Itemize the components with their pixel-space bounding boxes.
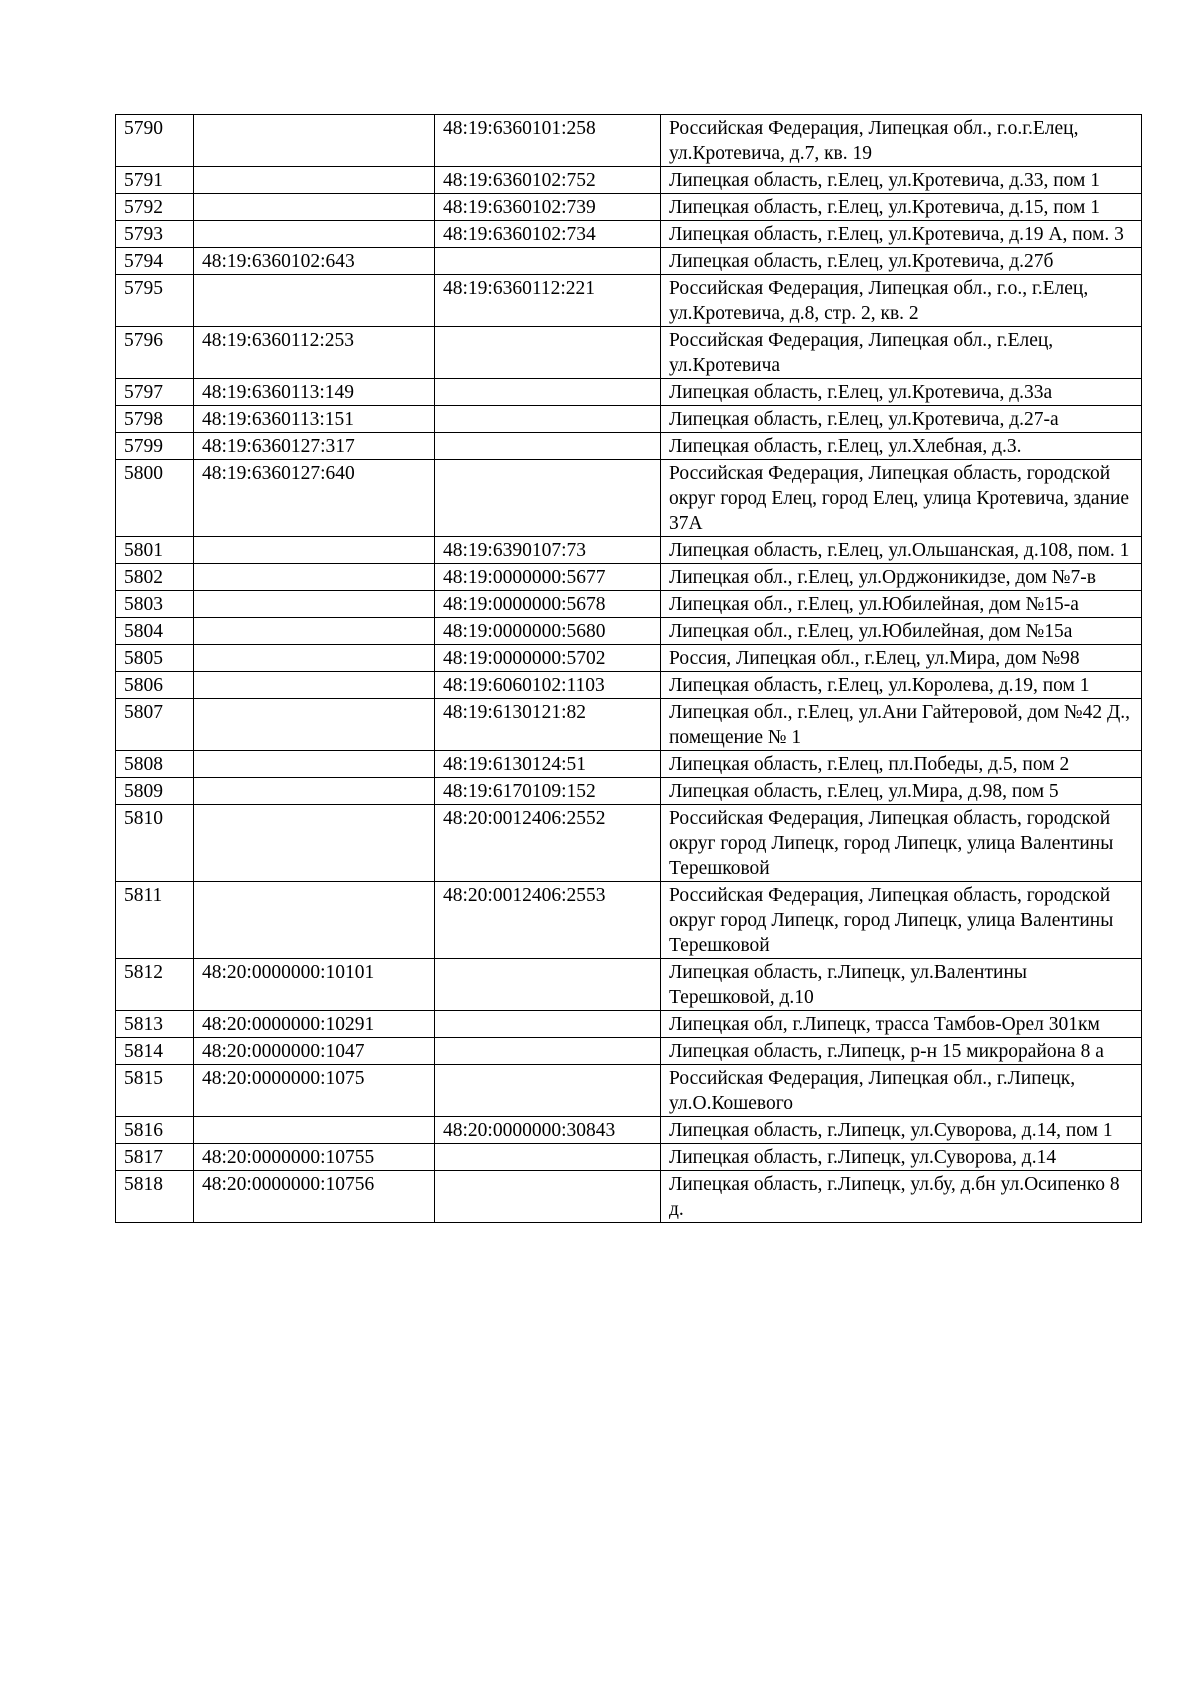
object-cadastral-number-cell: 48:19:6360102:739 (435, 194, 661, 221)
row-number-cell: 5794 (116, 248, 194, 275)
object-cadastral-number-cell: 48:19:6360102:734 (435, 221, 661, 248)
table-row (116, 327, 1142, 379)
table-row (116, 248, 1142, 275)
table-row (116, 882, 1142, 959)
address-cell: Липецкая область, г.Липецк, р-н 15 микрорайона 8 а (661, 1038, 1142, 1065)
table-row (116, 1011, 1142, 1038)
row-number-cell: 5799 (116, 433, 194, 460)
object-cadastral-number-cell: 48:19:0000000:5678 (435, 591, 661, 618)
address-cell: Липецкая обл, г.Липецк, трасса Тамбов-Орел 301км (661, 1011, 1142, 1038)
table-row (116, 805, 1142, 882)
address-cell: Липецкая область, г.Елец, ул.Королева, д.19, пом 1 (661, 672, 1142, 699)
land-cadastral-number-cell: 48:20:0000000:10101 (194, 959, 435, 1011)
address-cell: Липецкая обл., г.Елец, ул.Орджоникидзе, дом №7-в (661, 564, 1142, 591)
address-cell: Липецкая обл., г.Елец, ул.Юбилейная, дом №15а (661, 618, 1142, 645)
object-cadastral-number-cell: 48:20:0012406:2553 (435, 882, 661, 959)
object-cadastral-number-cell: 48:19:6130121:82 (435, 699, 661, 751)
row-number-cell: 5818 (116, 1171, 194, 1223)
land-cadastral-number-cell (194, 778, 435, 805)
object-cadastral-number-cell: 48:19:6360101:258 (435, 115, 661, 167)
land-cadastral-number-cell: 48:19:6360127:317 (194, 433, 435, 460)
row-number-cell: 5803 (116, 591, 194, 618)
object-cadastral-number-cell (435, 327, 661, 379)
address-cell: Липецкая обл., г.Елец, ул.Юбилейная, дом №15-а (661, 591, 1142, 618)
address-cell: Российская Федерация, Липецкая область, городской округ город Липецк, город Липецк, улица Валентины Терешковой (661, 882, 1142, 959)
row-number-cell: 5816 (116, 1117, 194, 1144)
land-cadastral-number-cell: 48:20:0000000:10755 (194, 1144, 435, 1171)
table-row (116, 537, 1142, 564)
address-cell: Российская Федерация, Липецкая область, городской округ город Липецк, город Липецк, улица Валентины Терешковой (661, 805, 1142, 882)
address-cell: Липецкая область, г.Елец, ул.Кротевича, д.27б (661, 248, 1142, 275)
address-cell: Липецкая область, г.Елец, ул.Кротевича, д.33а (661, 379, 1142, 406)
object-cadastral-number-cell: 48:20:0012406:2552 (435, 805, 661, 882)
object-cadastral-number-cell: 48:19:0000000:5680 (435, 618, 661, 645)
land-cadastral-number-cell (194, 672, 435, 699)
table-row (116, 167, 1142, 194)
land-cadastral-number-cell: 48:19:6360112:253 (194, 327, 435, 379)
row-number-cell: 5817 (116, 1144, 194, 1171)
row-number-cell: 5798 (116, 406, 194, 433)
land-cadastral-number-cell (194, 591, 435, 618)
table-row (116, 1065, 1142, 1117)
table-row (116, 1117, 1142, 1144)
table-row (116, 778, 1142, 805)
object-cadastral-number-cell (435, 379, 661, 406)
object-cadastral-number-cell: 48:19:0000000:5702 (435, 645, 661, 672)
address-cell: Липецкая область, г.Елец, пл.Победы, д.5, пом 2 (661, 751, 1142, 778)
address-cell: Липецкая область, г.Липецк, ул.бу, д.бн ул.Осипенко 8 д. (661, 1171, 1142, 1223)
row-number-cell: 5808 (116, 751, 194, 778)
row-number-cell: 5806 (116, 672, 194, 699)
address-cell: Липецкая область, г.Липецк, ул.Валентины Терешковой, д.10 (661, 959, 1142, 1011)
row-number-cell: 5804 (116, 618, 194, 645)
row-number-cell: 5815 (116, 1065, 194, 1117)
table-row (116, 221, 1142, 248)
address-cell: Российская Федерация, Липецкая область, городской округ город Елец, город Елец, улица Кротевича, здание 37А (661, 460, 1142, 537)
table-row (116, 618, 1142, 645)
object-cadastral-number-cell: 48:19:6360102:752 (435, 167, 661, 194)
row-number-cell: 5800 (116, 460, 194, 537)
object-cadastral-number-cell (435, 406, 661, 433)
land-cadastral-number-cell: 48:20:0000000:10756 (194, 1171, 435, 1223)
land-cadastral-number-cell (194, 645, 435, 672)
address-cell: Липецкая область, г.Елец, ул.Мира, д.98, пом 5 (661, 778, 1142, 805)
object-cadastral-number-cell: 48:19:6360112:221 (435, 275, 661, 327)
table-row (116, 194, 1142, 221)
land-cadastral-number-cell (194, 194, 435, 221)
land-cadastral-number-cell (194, 115, 435, 167)
address-cell: Липецкая область, г.Елец, ул.Хлебная, д.3. (661, 433, 1142, 460)
table-row (116, 645, 1142, 672)
row-number-cell: 5810 (116, 805, 194, 882)
row-number-cell: 5792 (116, 194, 194, 221)
land-cadastral-number-cell: 48:19:6360113:151 (194, 406, 435, 433)
object-cadastral-number-cell (435, 433, 661, 460)
table-row (116, 1038, 1142, 1065)
land-cadastral-number-cell: 48:20:0000000:1075 (194, 1065, 435, 1117)
address-cell: Липецкая обл., г.Елец, ул.Ани Гайтеровой, дом №42 Д., помещение № 1 (661, 699, 1142, 751)
address-cell: Липецкая область, г.Елец, ул.Ольшанская, д.108, пом. 1 (661, 537, 1142, 564)
row-number-cell: 5790 (116, 115, 194, 167)
address-cell: Липецкая область, г.Липецк, ул.Суворова, д.14, пом 1 (661, 1117, 1142, 1144)
object-cadastral-number-cell: 48:19:0000000:5677 (435, 564, 661, 591)
row-number-cell: 5793 (116, 221, 194, 248)
row-number-cell: 5814 (116, 1038, 194, 1065)
land-cadastral-number-cell: 48:20:0000000:10291 (194, 1011, 435, 1038)
table-row (116, 115, 1142, 167)
address-cell: Россия, Липецкая обл., г.Елец, ул.Мира, дом №98 (661, 645, 1142, 672)
row-number-cell: 5807 (116, 699, 194, 751)
address-cell: Липецкая область, г.Липецк, ул.Суворова, д.14 (661, 1144, 1142, 1171)
table-row (116, 460, 1142, 537)
table-row (116, 751, 1142, 778)
land-cadastral-number-cell (194, 167, 435, 194)
row-number-cell: 5805 (116, 645, 194, 672)
land-cadastral-number-cell (194, 751, 435, 778)
registry-table-body (116, 115, 1142, 1223)
row-number-cell: 5813 (116, 1011, 194, 1038)
object-cadastral-number-cell (435, 1171, 661, 1223)
address-cell: Российская Федерация, Липецкая обл., г.о.г.Елец, ул.Кротевича, д.7, кв. 19 (661, 115, 1142, 167)
object-cadastral-number-cell (435, 1011, 661, 1038)
table-row (116, 406, 1142, 433)
land-cadastral-number-cell (194, 618, 435, 645)
land-cadastral-number-cell: 48:19:6360102:643 (194, 248, 435, 275)
address-cell: Российская Федерация, Липецкая обл., г.Липецк, ул.О.Кошевого (661, 1065, 1142, 1117)
address-cell: Российская Федерация, Липецкая обл., г.о., г.Елец, ул.Кротевича, д.8, стр. 2, кв. 2 (661, 275, 1142, 327)
address-cell: Липецкая область, г.Елец, ул.Кротевича, д.19 А, пом. 3 (661, 221, 1142, 248)
object-cadastral-number-cell (435, 248, 661, 275)
row-number-cell: 5812 (116, 959, 194, 1011)
land-cadastral-number-cell: 48:19:6360113:149 (194, 379, 435, 406)
row-number-cell: 5809 (116, 778, 194, 805)
object-cadastral-number-cell (435, 1065, 661, 1117)
table-row (116, 433, 1142, 460)
table-row (116, 672, 1142, 699)
land-cadastral-number-cell (194, 221, 435, 248)
row-number-cell: 5796 (116, 327, 194, 379)
table-row (116, 591, 1142, 618)
table-row (116, 379, 1142, 406)
table-row (116, 699, 1142, 751)
object-cadastral-number-cell: 48:19:6060102:1103 (435, 672, 661, 699)
row-number-cell: 5795 (116, 275, 194, 327)
row-number-cell: 5811 (116, 882, 194, 959)
land-cadastral-number-cell (194, 275, 435, 327)
row-number-cell: 5797 (116, 379, 194, 406)
table-row (116, 564, 1142, 591)
address-cell: Липецкая область, г.Елец, ул.Кротевича, д.27-а (661, 406, 1142, 433)
land-cadastral-number-cell: 48:19:6360127:640 (194, 460, 435, 537)
object-cadastral-number-cell: 48:19:6130124:51 (435, 751, 661, 778)
land-cadastral-number-cell (194, 882, 435, 959)
object-cadastral-number-cell: 48:19:6390107:73 (435, 537, 661, 564)
table-row (116, 1144, 1142, 1171)
object-cadastral-number-cell: 48:19:6170109:152 (435, 778, 661, 805)
row-number-cell: 5801 (116, 537, 194, 564)
object-cadastral-number-cell (435, 959, 661, 1011)
table-row (116, 275, 1142, 327)
table-row (116, 959, 1142, 1011)
row-number-cell: 5802 (116, 564, 194, 591)
land-cadastral-number-cell (194, 1117, 435, 1144)
registry-table (115, 114, 1142, 1223)
land-cadastral-number-cell (194, 537, 435, 564)
row-number-cell: 5791 (116, 167, 194, 194)
object-cadastral-number-cell (435, 1144, 661, 1171)
land-cadastral-number-cell (194, 805, 435, 882)
address-cell: Липецкая область, г.Елец, ул.Кротевича, д.15, пом 1 (661, 194, 1142, 221)
object-cadastral-number-cell (435, 1038, 661, 1065)
object-cadastral-number-cell (435, 460, 661, 537)
land-cadastral-number-cell (194, 699, 435, 751)
land-cadastral-number-cell: 48:20:0000000:1047 (194, 1038, 435, 1065)
land-cadastral-number-cell (194, 564, 435, 591)
object-cadastral-number-cell: 48:20:0000000:30843 (435, 1117, 661, 1144)
address-cell: Липецкая область, г.Елец, ул.Кротевича, д.33, пом 1 (661, 167, 1142, 194)
address-cell: Российская Федерация, Липецкая обл., г.Елец, ул.Кротевича (661, 327, 1142, 379)
table-row (116, 1171, 1142, 1223)
